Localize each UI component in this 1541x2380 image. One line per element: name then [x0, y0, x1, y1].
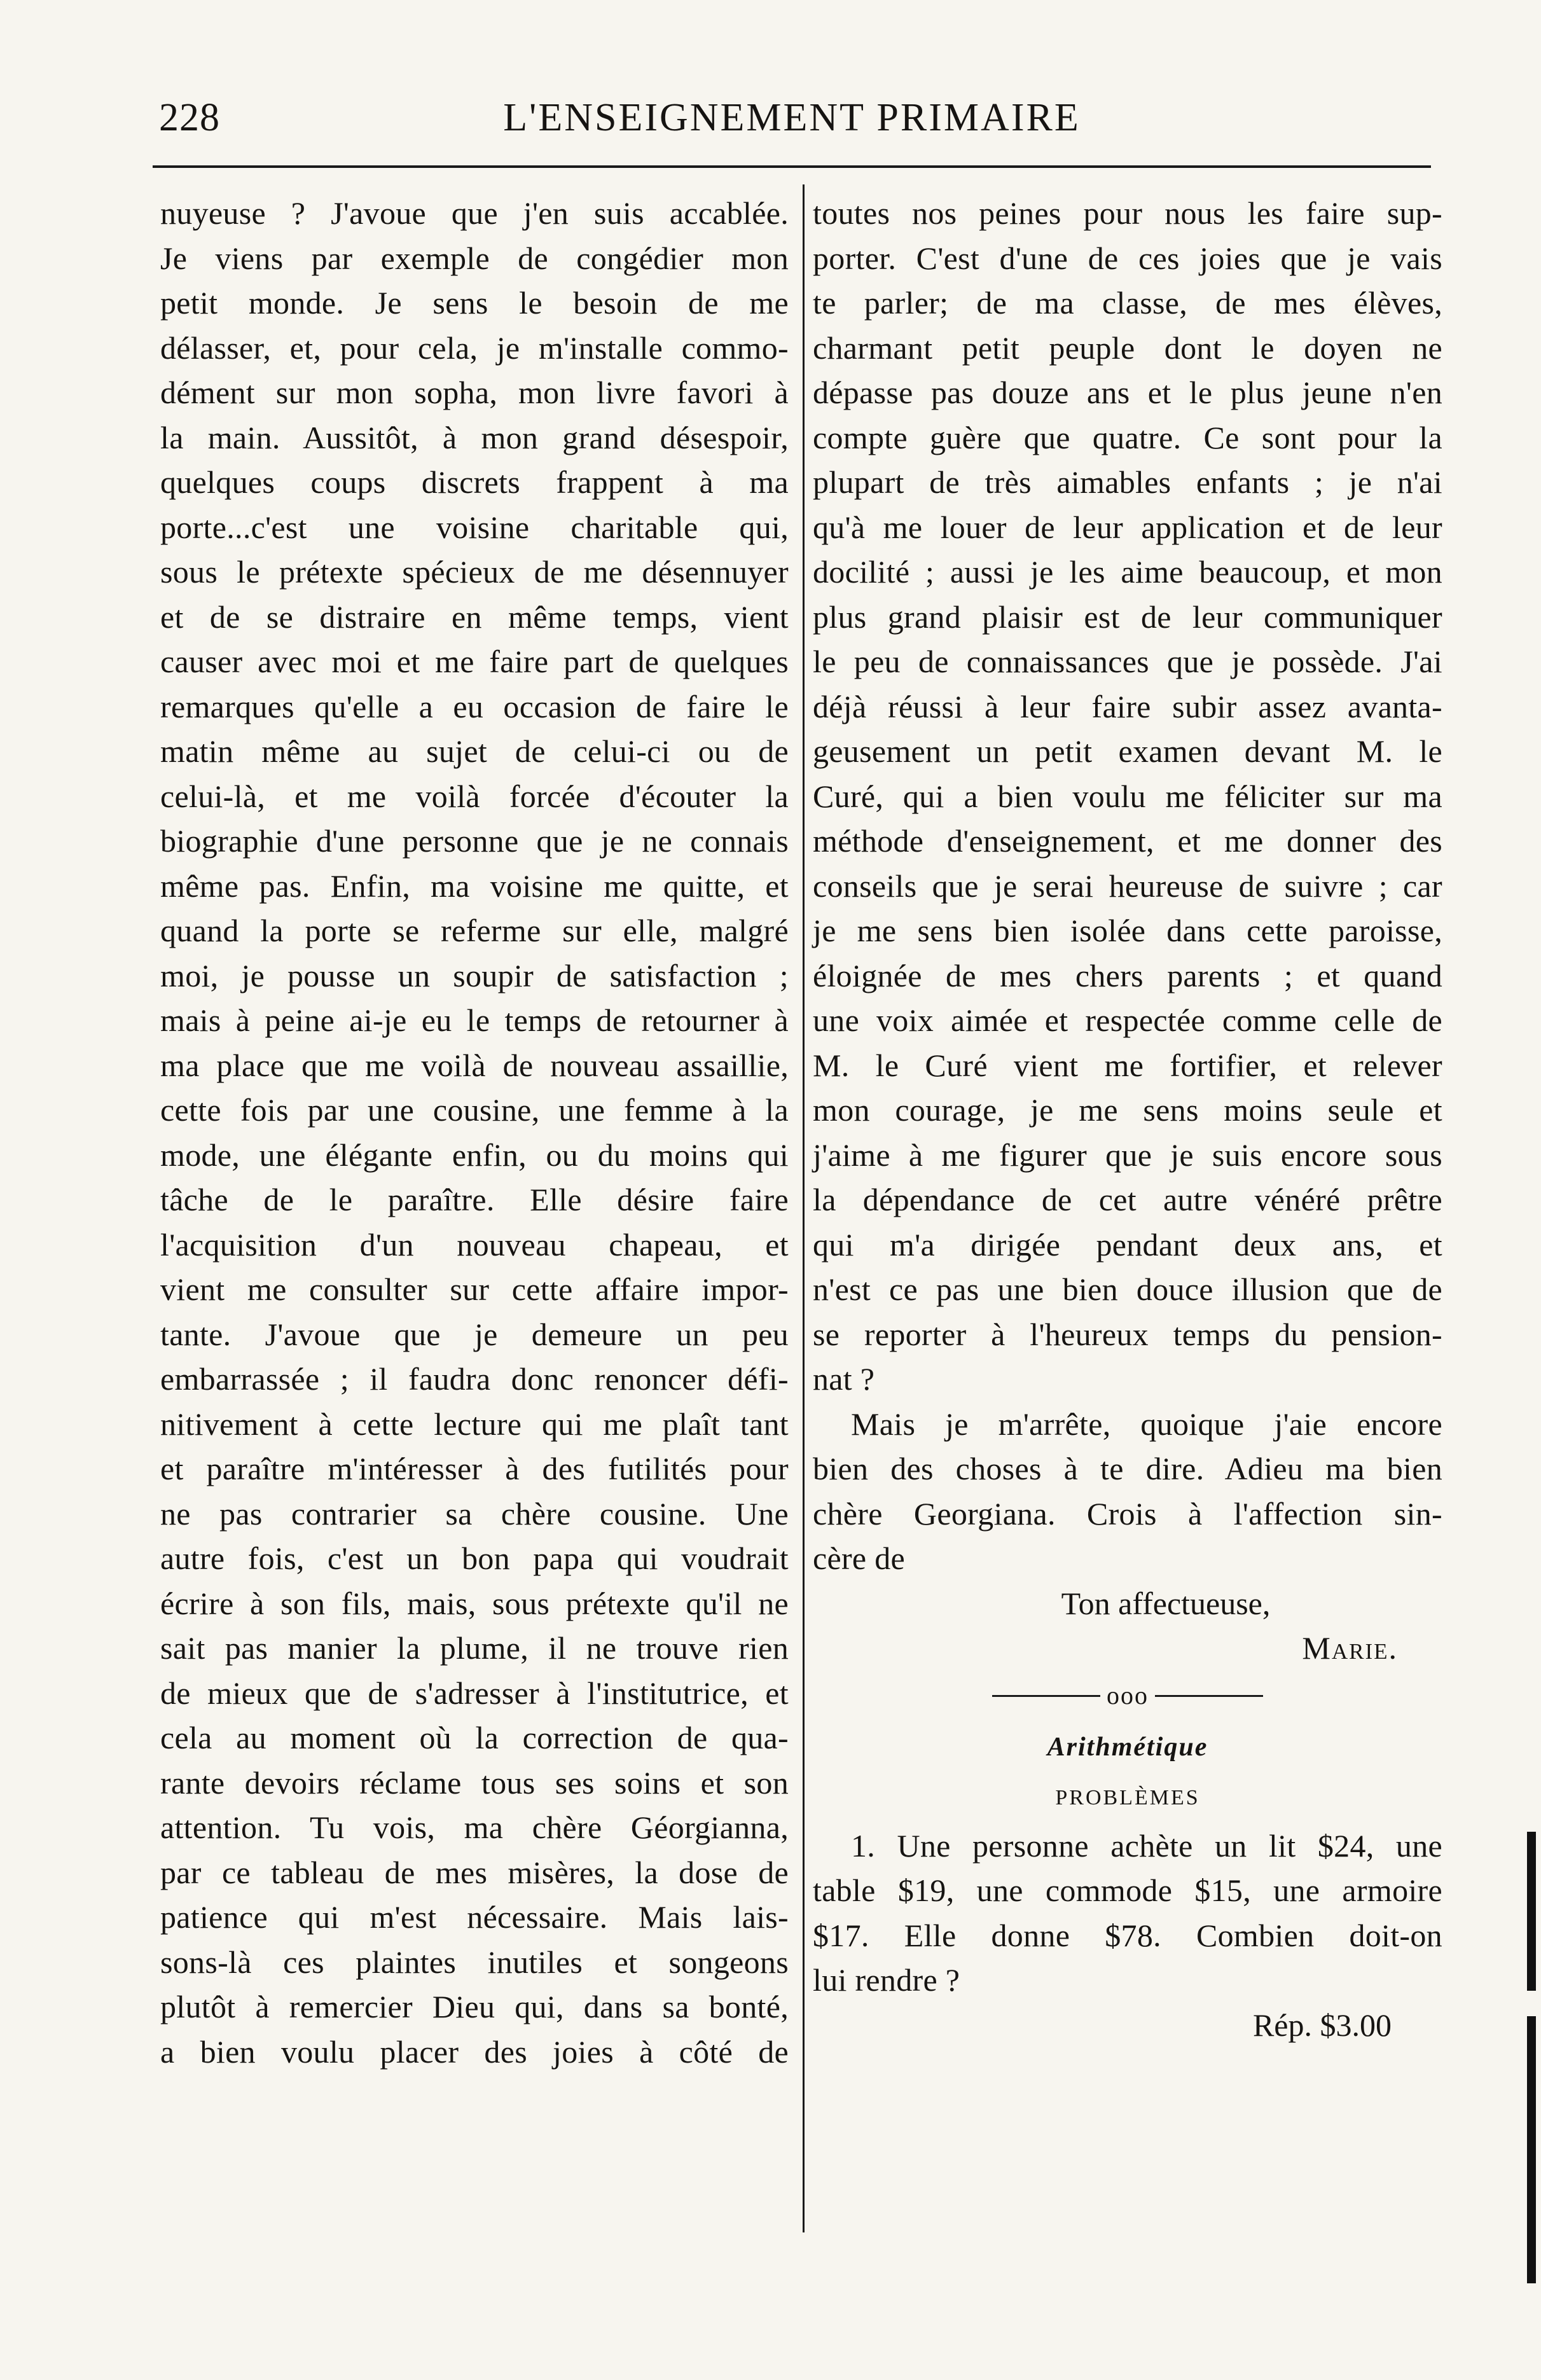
text-line: te parler; de ma classe, de mes élèves, [813, 285, 1442, 321]
text-line: attention. Tu vois, ma chère Géorgianna, [160, 1809, 789, 1845]
column-divider [803, 184, 805, 2232]
text-line: plus grand plaisir est de leur communiquer [813, 598, 1442, 635]
text-line: mon courage, je me sens moins seule et [813, 1092, 1442, 1128]
text-line: délasser, et, pour cela, je m'installe commo- [160, 329, 789, 366]
text-line: sait pas manier la plume, il ne trouve rien [160, 1630, 789, 1666]
text-line: mais à peine ai-je eu le temps de retourner à [160, 1002, 789, 1038]
text-line: écrire à son fils, mais, sous prétexte qu'il ne [160, 1585, 789, 1621]
text-line: nat ? [813, 1361, 875, 1397]
closing-line: Mais je m'arrête, quoique j'aie encore [851, 1406, 1442, 1442]
text-line: patience qui m'est nécessaire. Mais lais- [160, 1899, 789, 1935]
text-line: plupart de très aimables enfants ; je n'ai [813, 464, 1442, 500]
text-line: charmant petit peuple dont le doyen ne [813, 329, 1442, 366]
text-line: vient me consulter sur cette affaire impor- [160, 1271, 789, 1307]
text-line: docilité ; aussi je les aime beaucoup, et mon [813, 554, 1442, 590]
closing-line: bien des choses à te dire. Adieu ma bien [813, 1451, 1442, 1486]
text-line: qui m'a dirigée pendant deux ans, et [813, 1226, 1442, 1263]
text-line: embarrassée ; il faudra donc renoncer défi- [160, 1361, 789, 1397]
text-line: porter. C'est d'une de ces joies que je vais [813, 240, 1442, 276]
separator-dash-right [1155, 1695, 1263, 1697]
text-line: matin même au sujet de celui-ci ou de [160, 733, 789, 769]
text-line: geusement un petit examen devant M. le [813, 733, 1442, 769]
problem-text [813, 1823, 1442, 2003]
text-line: nitivement à cette lecture qui me plaît tant [160, 1406, 789, 1442]
problem-line: $17. Elle donne $78. Combien doit-on [813, 1917, 1442, 1953]
text-line: de mieux que de s'adresser à l'institutrice, et [160, 1675, 789, 1711]
text-line: conseils que je serai heureuse de suivre ; car [813, 868, 1442, 904]
text-line: tâche de le paraître. Elle désire faire [160, 1182, 789, 1217]
text-line: mode, une élégante enfin, ou du moins qui [160, 1137, 789, 1173]
text-line: biographie d'une personne que je ne connais [160, 823, 789, 859]
section-title: Arithmétique [1047, 1732, 1208, 1762]
edge-mark-lower [1527, 2016, 1536, 2283]
signature: Marie. [1302, 1630, 1398, 1666]
section-subtitle: PROBLÈMES [1055, 1785, 1200, 1809]
problem-answer: Rép. $3.00 [1252, 2007, 1392, 2043]
text-line: porte...c'est une voisine charitable qui, [160, 509, 789, 545]
text-line: a bien voulu placer des joies à côté de [160, 2033, 789, 2070]
text-line: la dépendance de cet autre vénéré prêtre [813, 1182, 1442, 1217]
text-line: qu'à me louer de leur application et de leur [813, 509, 1442, 545]
text-line: se reporter à l'heureux temps du pension- [813, 1316, 1442, 1352]
closing-line: cère de [813, 1540, 906, 1576]
text-line: ma place que me voilà de nouveau assaillie, [160, 1047, 789, 1083]
text-line: une voix aimée et respectée comme celle de [813, 1002, 1442, 1038]
text-line: déjà réussi à leur faire subir assez avanta- [813, 688, 1442, 724]
text-line: tante. J'avoue que je demeure un peu [160, 1316, 789, 1352]
text-line: et paraître m'intéresser à des futilités pour [160, 1451, 789, 1486]
text-line: cette fois par une cousine, une femme à la [160, 1092, 789, 1128]
text-line: éloignée de mes chers parents ; et quand [813, 957, 1442, 993]
text-line: causer avec moi et me faire part de quelques [160, 644, 789, 679]
text-line: méthode d'enseignement, et me donner des [813, 823, 1442, 859]
text-line: la main. Aussitôt, à mon grand désespoir, [160, 419, 789, 455]
letter-closing [813, 1402, 1442, 1581]
text-line: même pas. Enfin, ma voisine me quitte, et [160, 868, 789, 904]
text-line: cela au moment où la correction de qua- [160, 1720, 789, 1755]
text-line: par ce tableau de mes misères, la dose de [160, 1854, 789, 1890]
running-title: L'ENSEIGNEMENT PRIMAIRE [503, 96, 1081, 139]
text-line: plutôt à remercier Dieu qui, dans sa bonté, [160, 1989, 789, 2024]
text-line: celui-là, et me voilà forcée d'écouter la [160, 778, 789, 814]
text-line: petit monde. Je sens le besoin de me [160, 285, 789, 321]
text-line: Je viens par exemple de congédier mon [160, 240, 789, 276]
right-column [813, 191, 1442, 2047]
section-separator [813, 1671, 1442, 1722]
text-line: moi, je pousse un soupir de satisfaction ; [160, 957, 789, 993]
separator-dash-left [992, 1695, 1100, 1697]
problem-line: 1. Une personne achète un lit $24, une [851, 1827, 1442, 1864]
left-column [160, 191, 789, 2074]
text-line: dément sur mon sopha, mon livre favori à [160, 375, 789, 410]
text-line: autre fois, c'est un bon papa qui voudrait [160, 1540, 789, 1576]
separator-ornament: ooo [1107, 1681, 1149, 1710]
text-line: quelques coups discrets frappent à ma [160, 464, 789, 500]
text-line: toutes nos peines pour nous les faire sup- [813, 195, 1442, 231]
text-line: le peu de connaissances que je possède. J'ai [813, 644, 1442, 679]
problem-line: table $19, une commode $15, une armoire [813, 1872, 1442, 1908]
text-line: ne pas contrarier sa chère cousine. Une [160, 1495, 789, 1532]
problem-line: lui rendre ? [813, 1962, 960, 1998]
text-line: je me sens bien isolée dans cette paroisse, [813, 913, 1442, 948]
text-line: quand la porte se referme sur elle, malgré [160, 913, 789, 948]
text-line: compte guère que quatre. Ce sont pour la [813, 419, 1442, 455]
text-line: j'aime à me figurer que je suis encore sous [813, 1137, 1442, 1173]
right-column-body [813, 191, 1442, 1402]
text-line: M. le Curé vient me fortifier, et relever [813, 1047, 1442, 1083]
text-line: rante devoirs réclame tous ses soins et son [160, 1764, 789, 1801]
text-line: l'acquisition d'un nouveau chapeau, et [160, 1226, 789, 1263]
text-line: remarques qu'elle a eu occasion de faire le [160, 688, 789, 724]
text-line: sous le prétexte spécieux de me désennuyer [160, 554, 789, 590]
page-number: 228 [159, 96, 220, 139]
text-line: et de se distraire en même temps, vient [160, 598, 789, 635]
page-header [159, 83, 1425, 146]
text-line: nuyeuse ? J'avoue que j'en suis accablée. [160, 195, 789, 231]
text-line: n'est ce pas une bien douce illusion que de [813, 1271, 1442, 1307]
text-line: dépasse pas douze ans et le plus jeune n'en [813, 375, 1442, 410]
edge-mark-upper [1527, 1832, 1536, 1991]
header-rule [153, 165, 1431, 168]
closing-line: chère Georgiana. Crois à l'affection sin- [813, 1495, 1442, 1532]
text-line: sons-là ces plaintes inutiles et songeons [160, 1944, 789, 1980]
text-line: Curé, qui a bien voulu me féliciter sur ma [813, 778, 1442, 814]
closing-phrase: Ton affectueuse, [1061, 1585, 1271, 1621]
